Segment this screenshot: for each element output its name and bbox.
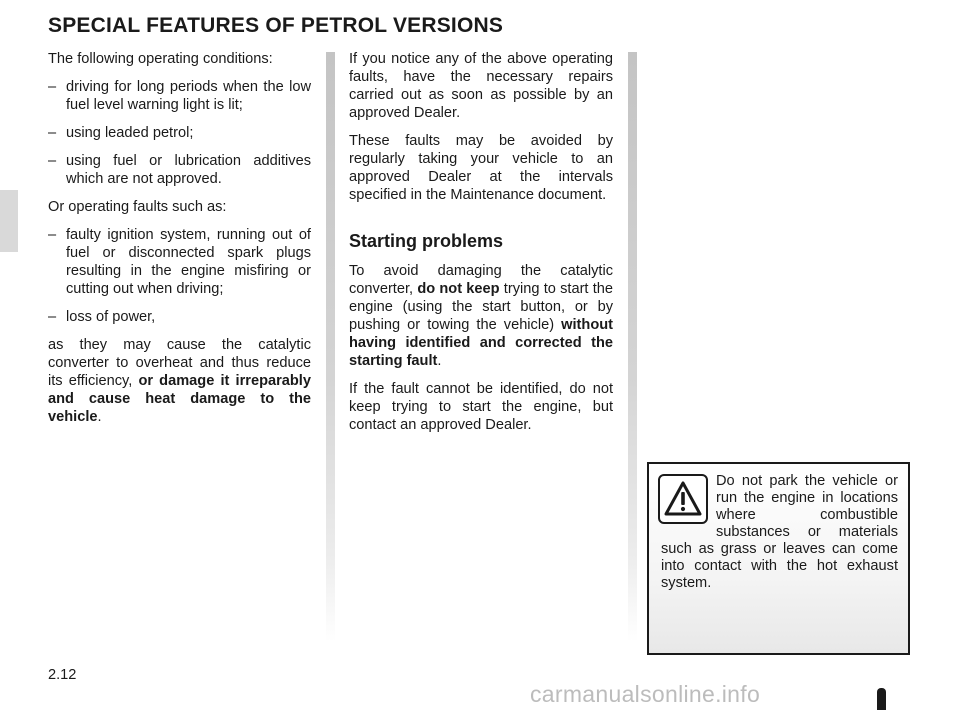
list-item: – using fuel or lubrication additives which are not approved. <box>48 153 311 187</box>
page-corner-mark <box>877 688 886 710</box>
page-title: SPECIAL FEATURES OF PETROL VERSIONS <box>48 14 504 37</box>
conditions-intro: The following operating conditions: <box>48 51 273 67</box>
warning-box <box>647 462 910 655</box>
chapter-tab <box>0 190 18 252</box>
list-item: – faulty ignition system, running out of fuel or disconnected spark plugs resulting in the engine misfiring or cutting out when driving; <box>48 227 311 297</box>
list-item: – driving for long periods when the low fuel level warning light is lit; <box>48 79 311 113</box>
consequence-emphasis: or damage it irreparably and cause heat damage to the vehicle <box>48 373 311 425</box>
faults-intro: Or operating faults such as: <box>48 199 227 215</box>
column-divider <box>326 52 335 642</box>
warning-text: Do not park the vehicle or run the engine in locations where combustible substances or materials such as grass or leaves can come into contact with the hot exhaust system. <box>661 473 898 591</box>
middle-column <box>349 50 613 444</box>
list-item: – using leaded petrol; <box>48 125 194 141</box>
warning-triangle-icon <box>658 474 708 524</box>
conditions-list <box>48 78 311 188</box>
watermark: carmanualsonline.info <box>530 681 761 707</box>
repairs-paragraph: If you notice any of the above operating faults, have the necessary repairs carried out as soon as possible by an approved Dealer. <box>349 51 613 121</box>
consequence-paragraph: as they may cause the catalytic converter to overheat and thus reduce its efficiency, or damage it irreparably and cause heat damage to the vehicle. <box>48 337 311 425</box>
section-heading: Starting problems <box>349 231 504 251</box>
list-item: – loss of power, <box>48 309 156 325</box>
maintenance-paragraph: These faults may be avoided by regularly taking your vehicle to an approved Dealer at the intervals specified in the Maintenance document. <box>349 133 613 203</box>
column-divider <box>628 52 637 642</box>
page-number: 2.12 <box>48 667 77 683</box>
starting-paragraph: To avoid damaging the catalytic converter, do not keep trying to start the engine (using the start button, or by pushing or towing the vehicle) without having identified and corrected the starting fault. <box>349 263 614 369</box>
dealer-paragraph: If the fault cannot be identified, do not keep trying to start the engine, but contact an approved Dealer. <box>349 381 613 433</box>
left-column <box>48 50 311 436</box>
faults-list <box>48 226 311 326</box>
